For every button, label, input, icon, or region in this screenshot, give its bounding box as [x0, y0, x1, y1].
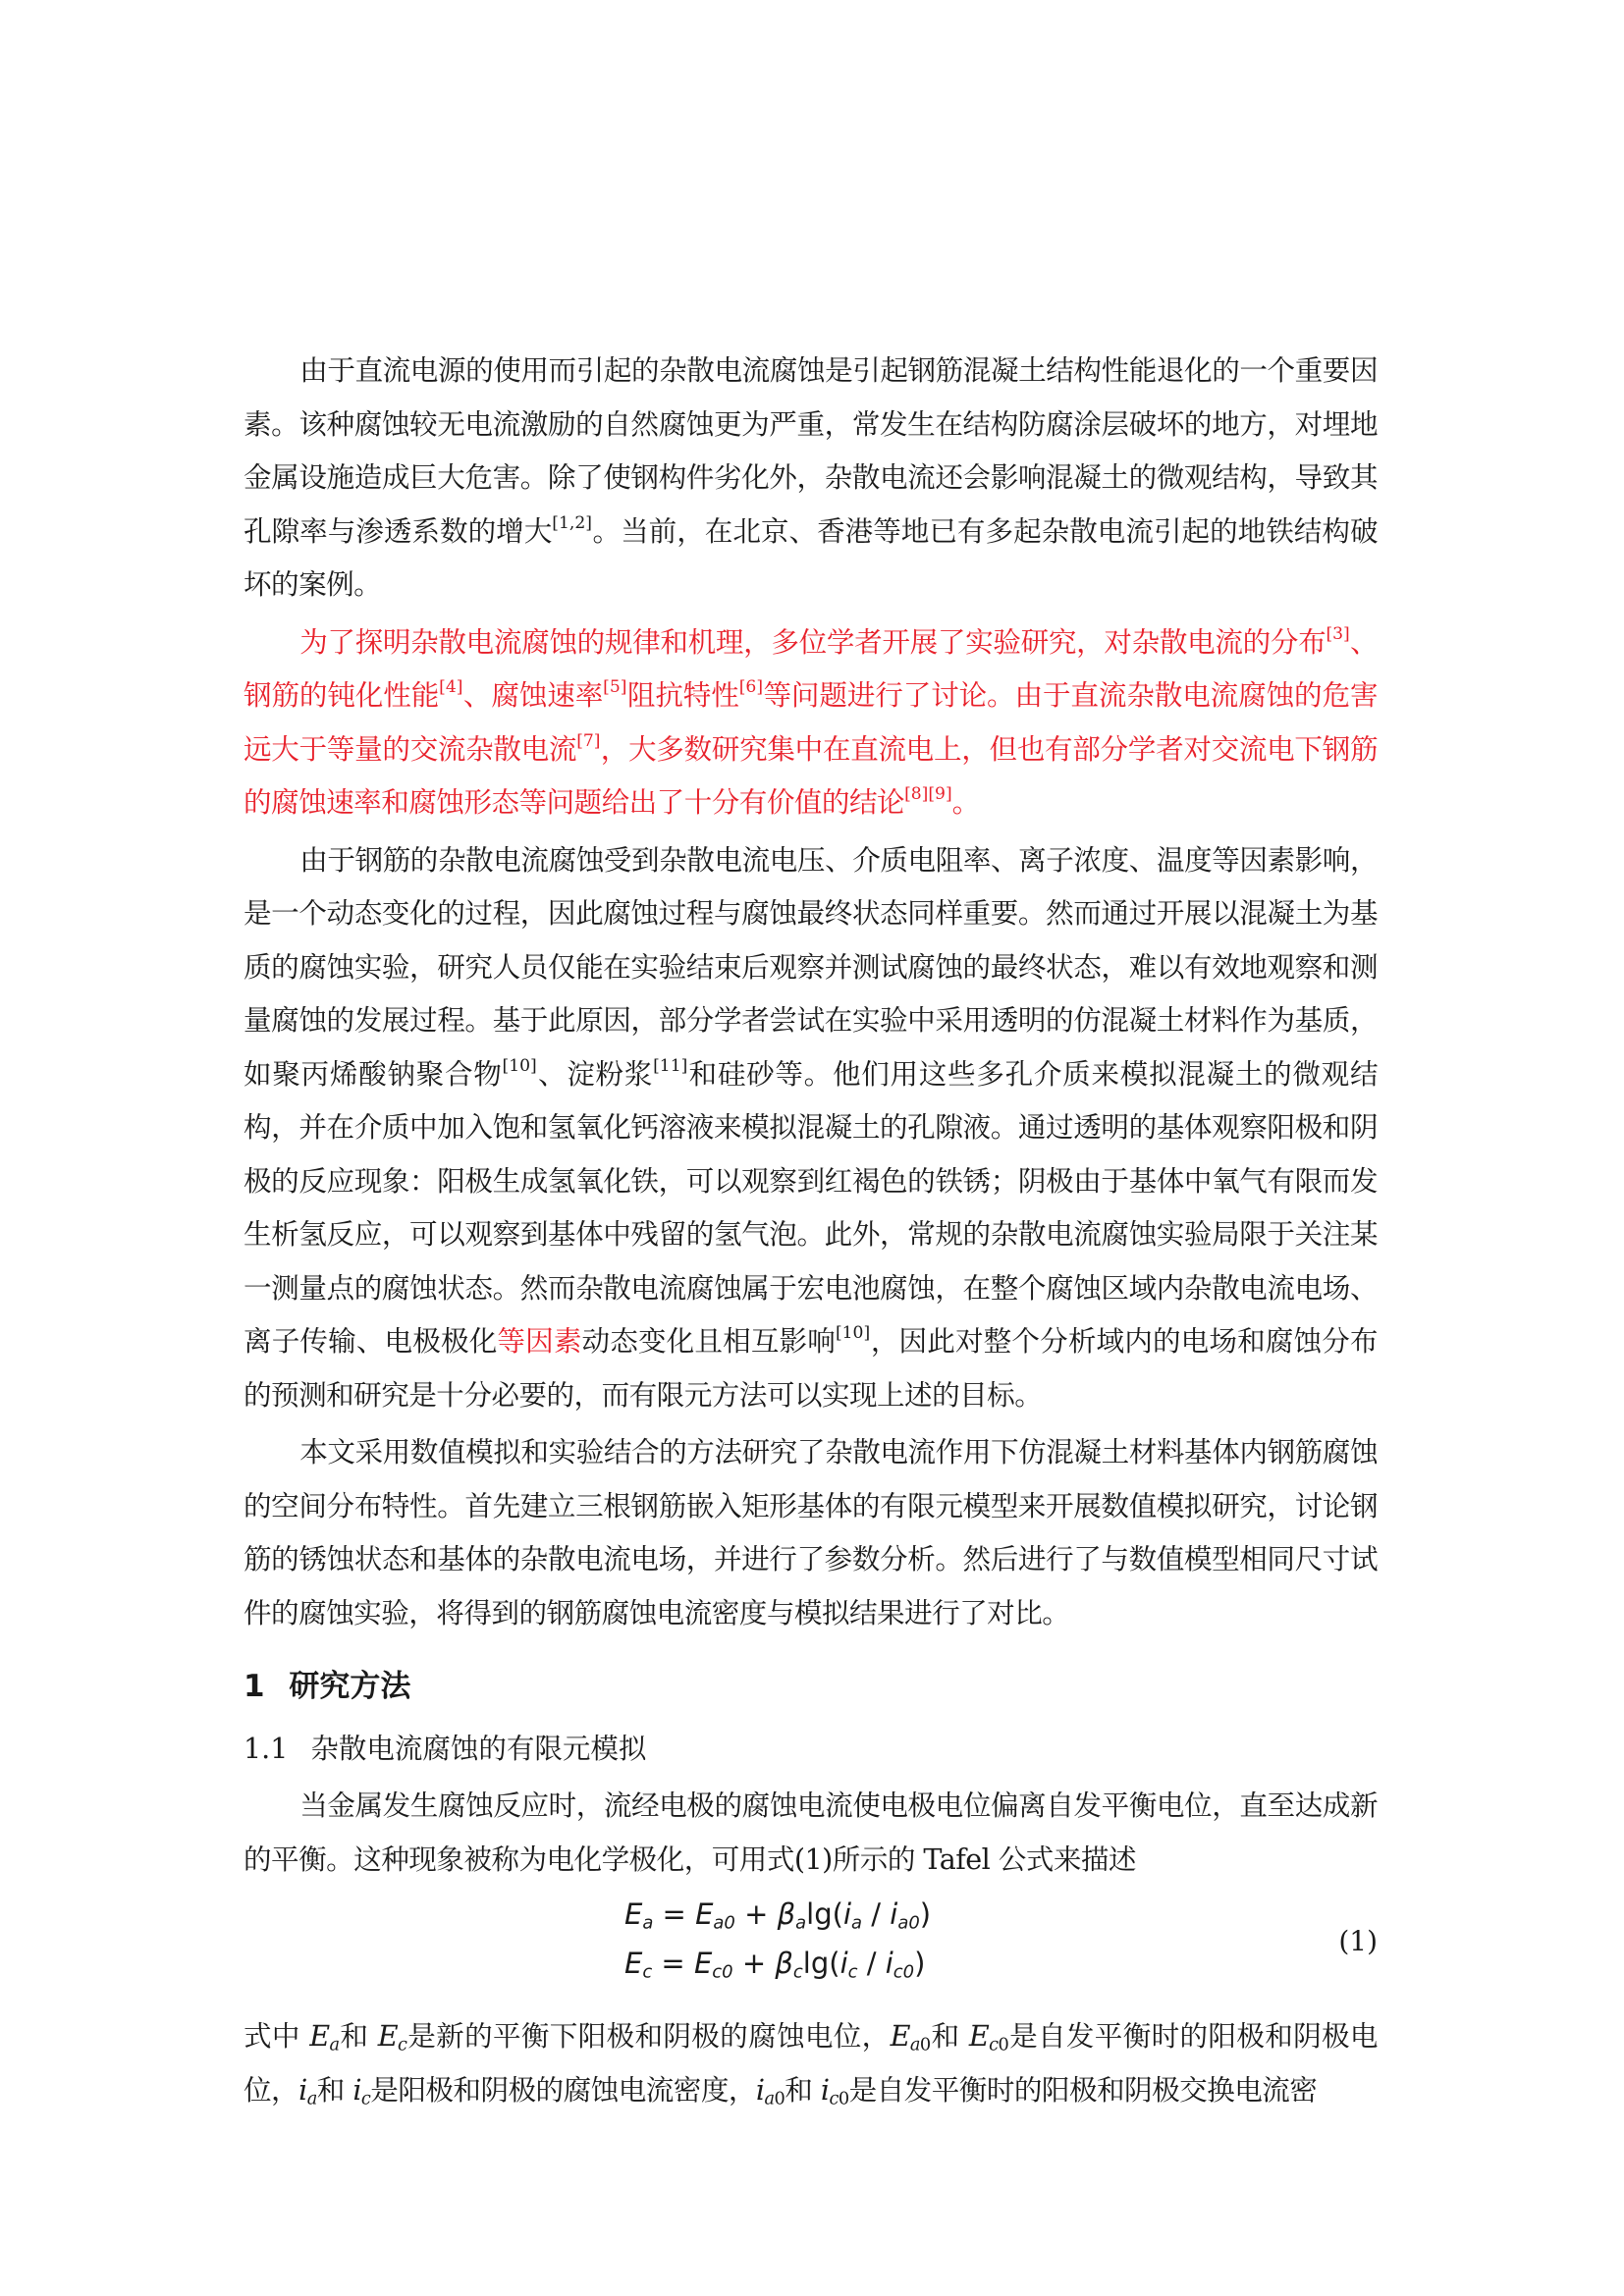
text-run: 本文采用数值模拟和实验结合的方法研究了杂散电流作用下仿混凝土材料基体内钢筋腐蚀的空间分布特性。首先建立三根钢筋嵌入矩形基体的有限元模型来开展数值模拟研究，讨论钢筋的锈蚀状态和基体的杂散电流电场，并进行了参数分析。然后进行了与数值模型相同尺寸试件的腐蚀实验，将得到的钢筋腐蚀电流密度与模拟结果进行了对比。 — [244, 1435, 1378, 1629]
text-run: 为了探明杂散电流腐蚀的规律和机理，多位学者开展了实验研究，对杂散电流的分布 — [299, 624, 1326, 659]
math-symbol: 0 — [838, 2088, 849, 2109]
math-symbol: c — [360, 2088, 371, 2109]
math-symbol: a — [764, 2088, 775, 2109]
section-title: 研究方法 — [289, 1669, 411, 1704]
citation-ref: [4] — [439, 677, 463, 698]
page-body — [244, 344, 1378, 2120]
citation-ref: [3] — [1326, 623, 1350, 644]
math-symbol: 0 — [774, 2088, 785, 2109]
text-run: 和硅砂等。他们用这些多孔介质来模拟混凝土的微观结构，并在介质中加入饱和氢氧化钙溶液来模拟混凝土的孔隙液。通过透明的基体观察阳极和阴极的反应现象：阳极生成氢氧化铁，可以观察到红褐色的铁锈；阴极由于基体中氧气有限而发生析氢反应，可以观察到基体中残留的氢气泡。此外，常规的杂散电流腐蚀实验局限于关注某一测量点的腐蚀状态。然而杂散电流腐蚀属于宏电池腐蚀，在整个腐蚀区域内杂散电流电场、离子传输、电极极化 — [244, 1056, 1378, 1358]
math-symbol: a — [306, 2088, 317, 2109]
review-paragraph — [244, 615, 1378, 829]
math-symbol: 0 — [919, 2035, 931, 2056]
method-background-paragraph — [244, 833, 1378, 1422]
scope-paragraph — [244, 1425, 1378, 1639]
body-paragraphs — [244, 344, 1378, 1639]
equation-number: (1) — [1338, 1925, 1378, 1957]
math-symbol: E — [890, 2019, 910, 2053]
intro-paragraph — [244, 344, 1378, 612]
section-number: 1 — [244, 1669, 265, 1704]
text-run: 和 — [339, 2019, 378, 2053]
text-run: 和 — [930, 2019, 969, 2053]
text-run: 是自发平衡时的阳极和阴极电位， — [244, 2019, 1378, 2107]
citation-ref: [5] — [603, 677, 627, 698]
subsection-number: 1.1 — [244, 1733, 289, 1765]
math-symbol: E — [377, 2019, 399, 2053]
math-symbol: 0 — [998, 2035, 1009, 2056]
text-run: 等问题进行了讨论。由于直流杂散电流腐蚀的危害远大于等量的交流杂散电流 — [244, 678, 1378, 766]
text-run: 。当前，在北京、香港等地已有多起杂散电流引起的地铁结构破坏的案例。 — [244, 513, 1378, 601]
equation-lines — [624, 1890, 931, 1988]
math-symbol: E — [309, 2019, 330, 2053]
citation-ref: [10] — [502, 1055, 537, 1076]
citation-ref: [7] — [576, 730, 601, 751]
text-run: ，因此对整个分析域内的电场和腐蚀分布的预测和研究是十分必要的，而有限元方法可以实现上述的目标。 — [244, 1324, 1378, 1412]
text-run: 、腐蚀速率 — [462, 678, 604, 712]
text-run: 由于直流电源的使用而引起的杂散电流腐蚀是引起钢筋混凝土结构性能退化的一个重要因素。该种腐蚀较无电流激励的自然腐蚀更为严重，常发生在结构防腐涂层破坏的地方，对埋地金属设施造成巨大危害。除了使钢构件劣化外，杂散电流还会影响混凝土的微观结构，导致其孔隙率与渗透系数的增大 — [244, 353, 1378, 548]
tafel-paragraph: 当金属发生腐蚀反应时，流经电极的腐蚀电流使电极电位偏离自发平衡电位，直至达成新的平衡。这种现象被称为电化学极化，可用式(1)所示的 Tafel 公式来描述 — [244, 1789, 1378, 1876]
text-run: 是自发平衡时的阳极和阴极交换电流密 — [848, 2072, 1318, 2107]
citation-ref: [6] — [738, 677, 764, 698]
text-run: 阻抗特性 — [626, 678, 739, 712]
math-symbol: c — [989, 2035, 999, 2056]
math-symbol: i — [352, 2072, 361, 2107]
text-run: 、淀粉浆 — [536, 1056, 654, 1091]
equation-anode: $E_a = E_{a0} + \beta_a\lg(i_a / i_{a0})$ — [624, 1897, 932, 1934]
text-run: 由于钢筋的杂散电流腐蚀受到杂散电流电压、介质电阻率、离子浓度、温度等因素影响，是一个动态变化的过程，因此腐蚀过程与腐蚀最终状态同样重要。然而通过开展以混凝土为基质的腐蚀实验，研究人员仅能在实验结束后观察并测试腐蚀的最终状态，难以有效地观察和测量腐蚀的发展过程。基于此原因，部分学者尝试在实验中采用透明的仿混凝土材料作为基质，如聚丙烯酸钠聚合物 — [244, 842, 1378, 1091]
text-run: 是新的平衡下阳极和阴极的腐蚀电位， — [406, 2019, 891, 2053]
text-run: 是阳极和阴极的腐蚀电流密度， — [370, 2072, 756, 2107]
math-symbol: E — [968, 2019, 990, 2053]
math-symbol: c — [829, 2088, 839, 2109]
subsection-heading — [244, 1726, 1378, 1773]
tafel-equation — [244, 1890, 1378, 2000]
section-heading — [244, 1665, 1378, 1708]
citation-ref: [8][9] — [904, 784, 952, 805]
math-symbol: a — [909, 2035, 920, 2056]
citation-ref: [11] — [653, 1055, 688, 1076]
text-run: 。 — [951, 785, 980, 819]
math-symbol: i — [298, 2072, 307, 2107]
subsection-title: 杂散电流腐蚀的有限元模拟 — [310, 1733, 647, 1765]
text-run: 和 — [785, 2072, 821, 2107]
math-symbol: c — [398, 2035, 407, 2056]
text-run: 、钢筋的钝化性能 — [244, 624, 1379, 712]
text-run: 式中 — [244, 2019, 310, 2053]
math-symbol: i — [820, 2072, 830, 2107]
text-run: 动态变化且相互影响 — [581, 1324, 836, 1358]
text-run: 和 — [316, 2072, 353, 2107]
equation-cathode: $E_c = E_{c0} + \beta_c\lg(i_c / i_{c0})$ — [624, 1947, 926, 1983]
math-symbol: a — [329, 2035, 340, 2056]
text-run: ，大多数研究集中在直流电上，但也有部分学者对交流电下钢筋的腐蚀速率和腐蚀形态等问题给出了十分有价值的结论 — [244, 731, 1378, 819]
text-run: 等因素 — [497, 1324, 582, 1358]
math-symbol: i — [755, 2072, 765, 2107]
citation-ref: [10] — [835, 1323, 871, 1344]
symbol-explanation-paragraph — [244, 2009, 1378, 2116]
citation-ref: [1,2] — [552, 512, 592, 533]
